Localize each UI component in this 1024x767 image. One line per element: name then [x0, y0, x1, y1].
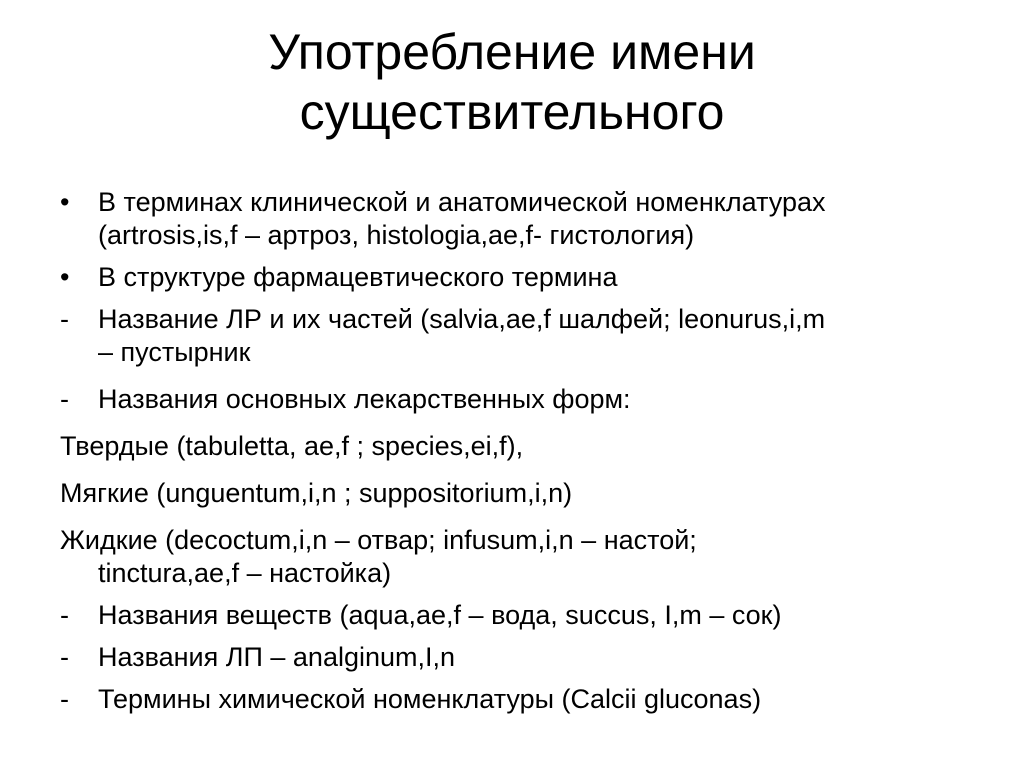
list-item-text: Название ЛР и их частей (salvia,ae,f шалфей; leonurus,i,m [98, 304, 826, 334]
list-item [60, 383, 990, 416]
list-item [60, 599, 990, 632]
list-item-text-continued: (artrosis,is,f – артроз, histologia,ae,f- гистология) [98, 220, 695, 250]
list-item [60, 641, 990, 674]
slide-content [60, 186, 990, 716]
slide-title [0, 22, 1024, 142]
list-item [60, 683, 990, 716]
list-item-text: Названия основных лекарственных форм: [98, 384, 631, 414]
list-item [60, 303, 990, 369]
dash-marker: - [60, 642, 69, 672]
bullet-marker: • [60, 262, 70, 292]
list-item-text: Названия веществ (aqua,ae,f – вода, succus, I,m – сок) [98, 600, 782, 630]
list-item-text: Жидкие (decoctum,i,n – отвар; infusum,i,n – настой; [60, 525, 697, 555]
list-item [60, 261, 990, 294]
list-item-text-continued: – пустырник [98, 337, 251, 367]
list-item [60, 524, 990, 590]
list-item-text-continued: tinctura,ae,f – настойка) [98, 558, 392, 588]
slide-title-line-2: существительного [299, 84, 725, 140]
list-item-text: В терминах клинической и анатомической номенклатурах [98, 187, 826, 217]
dash-marker: - [60, 304, 69, 334]
list-item [60, 477, 990, 510]
list-item-text: В структуре фармацевтического термина [98, 262, 618, 292]
list-item-text: Мягкие (unguentum,i,n ; suppositorium,i,n) [60, 478, 573, 508]
slide-title-line-1: Употребление имени [268, 24, 756, 80]
list-item [60, 186, 990, 252]
list-item [60, 430, 990, 463]
bullet-marker: • [60, 187, 70, 217]
list-item-text: Термины химической номенклатуры (Calcii gluconas) [98, 684, 762, 714]
dash-marker: - [60, 684, 69, 714]
list-item-text: Названия ЛП – analginum,I,n [98, 642, 456, 672]
list-item-text: Твердые (tabuletta, ae,f ; species,ei,f), [60, 431, 524, 461]
dash-marker: - [60, 384, 69, 414]
dash-marker: - [60, 600, 69, 630]
